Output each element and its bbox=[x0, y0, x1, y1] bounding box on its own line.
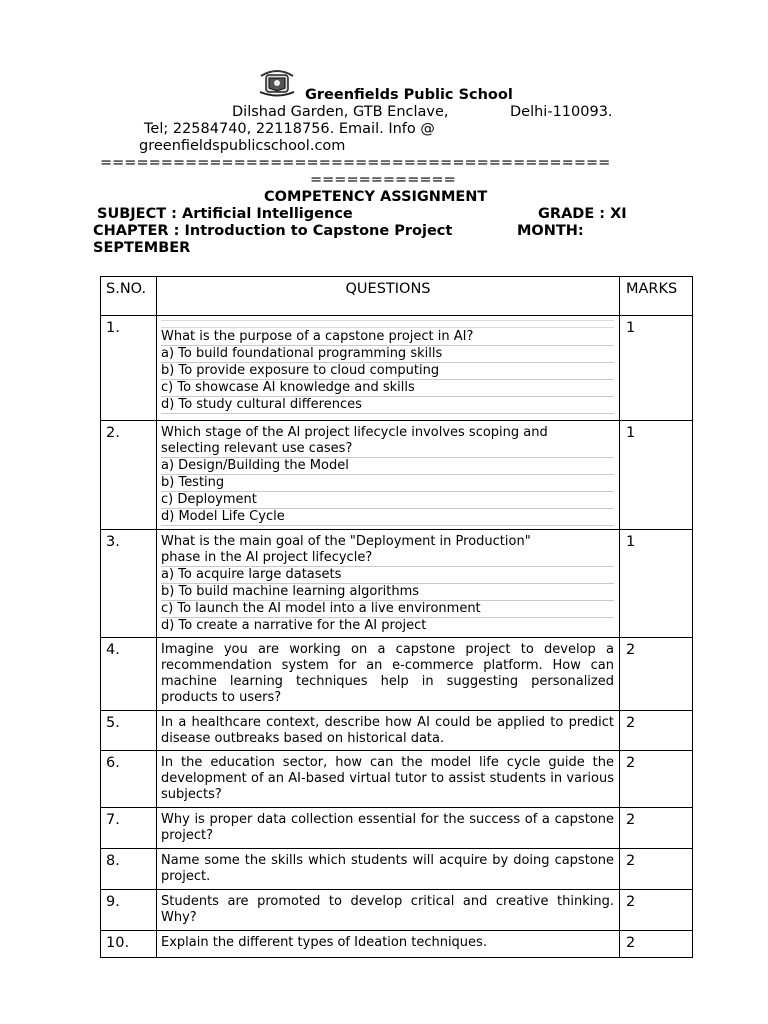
question-cell bbox=[157, 530, 620, 638]
question-text-line-1: What is the main goal of the "Deployment in Production" bbox=[161, 534, 531, 549]
address-left: Dilshad Garden, GTB Enclave, bbox=[232, 104, 449, 120]
marks-cell: 1 bbox=[620, 530, 693, 638]
marks-cell: 1 bbox=[620, 421, 693, 530]
month-label: MONTH: bbox=[517, 223, 584, 239]
marks-cell: 2 bbox=[620, 931, 693, 958]
option-b: b) To build machine learning algorithms bbox=[161, 584, 614, 601]
option-c: c) Deployment bbox=[161, 492, 614, 509]
marks-cell: 1 bbox=[620, 316, 693, 421]
address-right: Delhi-110093. bbox=[510, 104, 613, 120]
option-b: b) Testing bbox=[161, 475, 614, 492]
header-sno: S.NO. bbox=[101, 277, 157, 316]
row-number: 1. bbox=[101, 316, 157, 421]
option-a: a) Design/Building the Model bbox=[161, 458, 614, 475]
question-text: Imagine you are working on a capstone project to develop a recommendation system for an e-commerce platform. How can machine learning techniques help in suggesting personalized products to users? bbox=[157, 638, 620, 711]
school-crest-logo bbox=[257, 66, 297, 98]
cell-spacer bbox=[161, 320, 614, 328]
divider-line-1: ========================================== bbox=[100, 155, 611, 171]
marks-cell: 2 bbox=[620, 890, 693, 931]
marks-cell: 2 bbox=[620, 849, 693, 890]
row-number: 8. bbox=[101, 849, 157, 890]
question-text: Why is proper data collection essential for the success of a capstone project? bbox=[157, 808, 620, 849]
row-number: 10. bbox=[101, 931, 157, 958]
table-row bbox=[101, 711, 693, 751]
school-name: Greenfields Public School bbox=[305, 87, 513, 103]
website-line: greenfieldspublicschool.com bbox=[139, 138, 346, 154]
option-b: b) To provide exposure to cloud computing bbox=[161, 363, 614, 380]
contact-line: Tel; 22584740, 22118756. Email. Info @ bbox=[144, 121, 435, 137]
option-d: d) To create a narrative for the AI project bbox=[161, 618, 427, 633]
header-questions: QUESTIONS bbox=[157, 277, 620, 316]
question-text: What is the purpose of a capstone project in AI? bbox=[161, 329, 614, 346]
question-text: In a healthcare context, describe how AI could be applied to predict disease outbreaks based on historical data. bbox=[157, 711, 620, 751]
question-text-line-1: Which stage of the AI project lifecycle involves scoping and bbox=[161, 425, 548, 440]
option-a: a) To acquire large datasets bbox=[161, 567, 614, 584]
row-number: 9. bbox=[101, 890, 157, 931]
option-c: c) To launch the AI model into a live environment bbox=[161, 601, 614, 618]
table-row bbox=[101, 751, 693, 808]
grade-line: GRADE : XI bbox=[538, 206, 627, 222]
subject-line: SUBJECT : Artificial Intelligence bbox=[97, 206, 353, 222]
table-row bbox=[101, 530, 693, 638]
table-row bbox=[101, 890, 693, 931]
row-number: 6. bbox=[101, 751, 157, 808]
option-a: a) To build foundational programming skills bbox=[161, 346, 614, 363]
option-d: d) Model Life Cycle bbox=[161, 509, 614, 526]
table-row bbox=[101, 421, 693, 530]
header-marks: MARKS bbox=[620, 277, 693, 316]
questions-table bbox=[100, 276, 693, 958]
question-text: Name some the skills which students will acquire by doing capstone project. bbox=[157, 849, 620, 890]
question-cell bbox=[157, 421, 620, 530]
table-header-row bbox=[101, 277, 693, 316]
option-c: c) To showcase AI knowledge and skills bbox=[161, 380, 614, 397]
table-row bbox=[101, 931, 693, 958]
table-row bbox=[101, 638, 693, 711]
marks-cell: 2 bbox=[620, 638, 693, 711]
question-text: In the education sector, how can the model life cycle guide the development of an AI-based virtual tutor to assist students in various subjects? bbox=[157, 751, 620, 808]
marks-cell: 2 bbox=[620, 751, 693, 808]
chapter-line: CHAPTER : Introduction to Capstone Project bbox=[93, 223, 453, 239]
row-number: 2. bbox=[101, 421, 157, 530]
table-row bbox=[101, 808, 693, 849]
marks-cell: 2 bbox=[620, 808, 693, 849]
marks-cell: 2 bbox=[620, 711, 693, 751]
table-row bbox=[101, 316, 693, 421]
question-text: Explain the different types of Ideation techniques. bbox=[157, 931, 620, 958]
option-d: d) To study cultural differences bbox=[161, 397, 614, 414]
divider-line-2: ============ bbox=[310, 172, 456, 188]
row-number: 5. bbox=[101, 711, 157, 751]
month-value: SEPTEMBER bbox=[93, 240, 191, 256]
question-text-line-2: selecting relevant use cases? bbox=[161, 441, 614, 458]
question-cell bbox=[157, 316, 620, 421]
row-number: 7. bbox=[101, 808, 157, 849]
question-text-line-2: phase in the AI project lifecycle? bbox=[161, 550, 614, 567]
question-text: Students are promoted to develop critical and creative thinking. Why? bbox=[157, 890, 620, 931]
row-number: 4. bbox=[101, 638, 157, 711]
table-row bbox=[101, 849, 693, 890]
assignment-title: COMPETENCY ASSIGNMENT bbox=[264, 189, 488, 205]
row-number: 3. bbox=[101, 530, 157, 638]
